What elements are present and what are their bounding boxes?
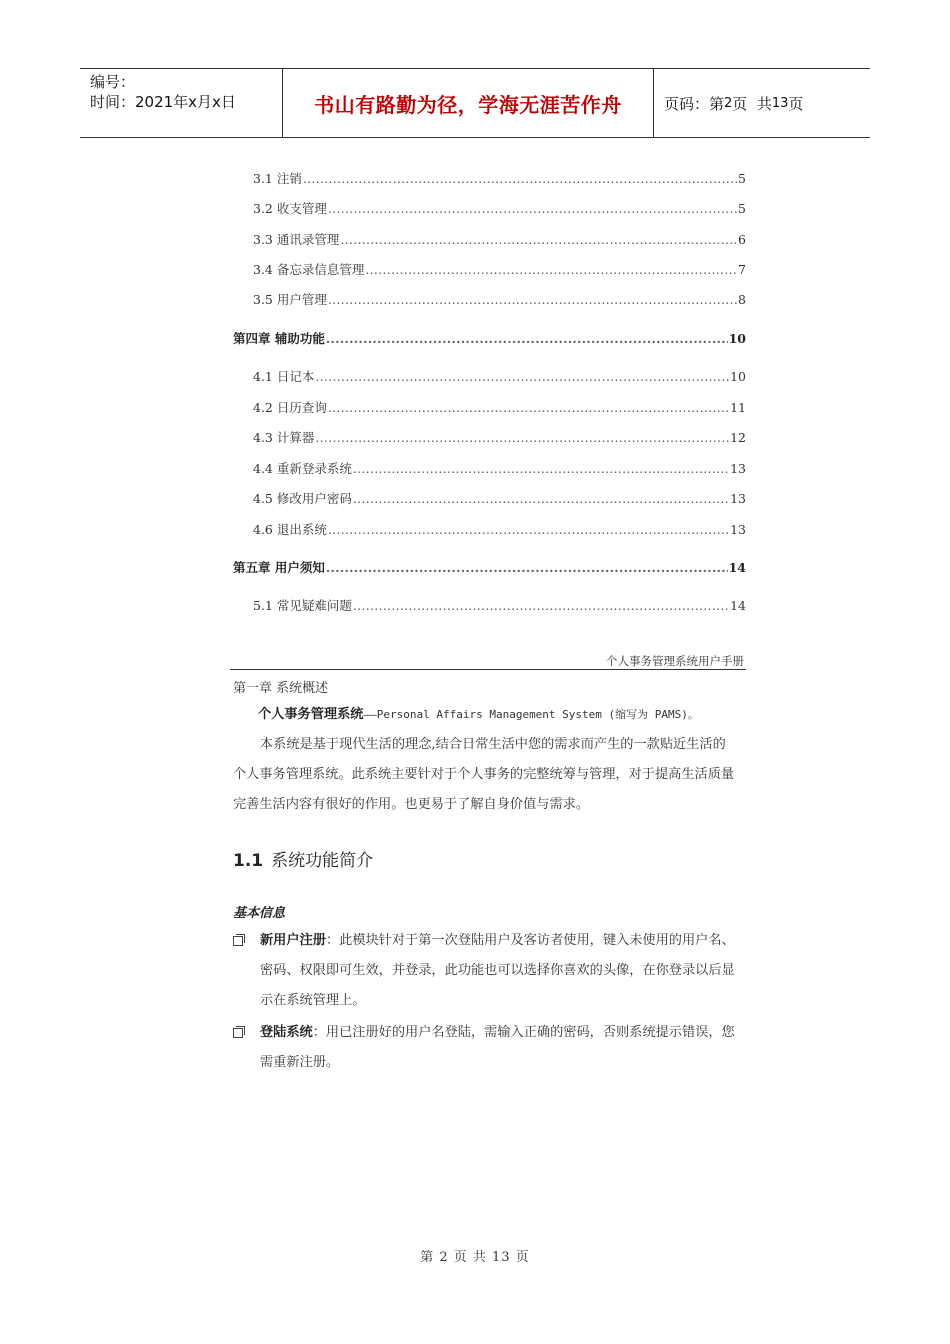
running-header-rule: [230, 669, 746, 670]
toc-label: 3.5 用户管理: [253, 292, 327, 307]
page-total: 13: [771, 95, 789, 111]
system-name: 个人事务管理系统: [258, 707, 364, 722]
toc-page: 7: [738, 262, 746, 277]
section-number: 1.1: [233, 851, 264, 871]
toc-entry[interactable]: [253, 260, 746, 278]
toc-page: 6: [738, 232, 746, 247]
overview-paragraph: [233, 730, 746, 820]
toc-leader: [303, 171, 737, 186]
page-mid: 页 共: [732, 94, 772, 113]
toc-page: 13: [730, 491, 746, 506]
toc-leader: [326, 331, 728, 346]
intro-line: [258, 700, 746, 730]
bullet-item: [233, 1018, 746, 1080]
toc-page: 12: [730, 430, 746, 445]
toc-leader: [326, 560, 728, 575]
toc-page: 5: [738, 171, 746, 186]
toc-entry[interactable]: [253, 290, 746, 308]
toc-entry[interactable]: [253, 428, 746, 446]
section-heading: [233, 846, 373, 871]
toc-leader: [340, 232, 737, 247]
toc-label: 5.1 常见疑难问题: [253, 598, 352, 613]
toc-page: 8: [738, 292, 746, 307]
toc-entry[interactable]: [253, 398, 746, 416]
bullet-title: 登陆系统: [260, 1025, 313, 1040]
toc-leader: [315, 369, 729, 384]
toc-chapter-entry[interactable]: [233, 558, 746, 576]
toc-entry[interactable]: [253, 199, 746, 217]
paragraph-line: 本系统是基于现代生活的理念,结合日常生活中您的需求而产生的一款贴近生活的: [260, 737, 726, 752]
page-footer: 第 2 页 共 13 页: [420, 1250, 530, 1265]
toc-page: 13: [730, 522, 746, 537]
bullet-line: 示在系统管理上。: [260, 993, 366, 1008]
toc-page: 11: [730, 400, 746, 415]
toc-page: 5: [738, 201, 746, 216]
bullet-line: ：此模块针对于第一次登陆用户及客访者使用，键入未使用的用户名、: [325, 933, 735, 948]
toc-page: 13: [730, 461, 746, 476]
bullet-text: [260, 926, 746, 1016]
header-date: 时间：2021年x月x日: [90, 93, 236, 111]
toc-leader: [353, 598, 729, 613]
header-meta: [80, 69, 282, 137]
toc-entry[interactable]: [253, 169, 746, 187]
toc-leader: [328, 522, 729, 537]
paragraph-line: 个人事务管理系统。此系统主要针对于个人事务的完整统筹与管理，对于提高生活质量: [233, 767, 735, 782]
checkbox-bullet-icon: [233, 1028, 243, 1038]
bullet-text: [260, 1018, 746, 1078]
page-current: 2: [724, 95, 733, 111]
toc-leader: [365, 262, 737, 277]
toc-label: 3.1 注销: [253, 171, 302, 186]
page-suffix: 页: [788, 94, 804, 113]
toc-chapter-entry[interactable]: [233, 329, 746, 347]
toc-label: 3.4 备忘录信息管理: [253, 262, 365, 277]
toc-entry[interactable]: [253, 520, 746, 538]
toc-entry[interactable]: [253, 367, 746, 385]
chapter-title: 第一章 系统概述: [233, 681, 329, 696]
toc-label: 4.4 重新登录系统: [253, 461, 352, 476]
toc-page: 14: [728, 560, 746, 575]
toc-label: 4.2 日历查询: [253, 400, 327, 415]
subsection-heading: 基本信息: [233, 906, 286, 921]
section-title: 系统功能简介: [271, 851, 374, 871]
toc-leader: [328, 201, 737, 216]
toc-entry[interactable]: [253, 230, 746, 248]
header-motto: 书山有路勤为径，学海无涯苦作舟: [282, 69, 654, 137]
toc-entry[interactable]: [253, 489, 746, 507]
toc-label: 4.3 计算器: [253, 430, 315, 445]
toc-entry[interactable]: [253, 459, 746, 477]
toc-label: 4.1 日记本: [253, 369, 315, 384]
toc-leader: [328, 400, 729, 415]
toc-label: 4.6 退出系统: [253, 522, 327, 537]
toc-label: 4.5 修改用户密码: [253, 491, 352, 506]
toc-page: 10: [728, 331, 746, 346]
header-number-label: 编号：: [90, 73, 136, 91]
toc-leader: [353, 461, 729, 476]
paragraph-line: 完善生活内容有很好的作用。也更易于了解自身价值与需求。: [233, 797, 590, 812]
toc-label: 3.3 通讯录管理: [253, 232, 340, 247]
page-prefix: 页码：第: [664, 94, 725, 113]
toc-page: 10: [730, 369, 746, 384]
page-header: [80, 68, 870, 138]
toc-leader: [353, 491, 729, 506]
toc-page: 14: [730, 598, 746, 613]
toc-label: 第四章 辅助功能: [233, 331, 325, 346]
toc-leader: [328, 292, 737, 307]
bullet-line: 密码、权限即可生效，并登录，此功能也可以选择你喜欢的头像，在你登录以后显: [260, 963, 735, 978]
bullet-item: [233, 926, 746, 1018]
toc-label: 第五章 用户须知: [233, 560, 325, 575]
checkbox-bullet-icon: [233, 936, 243, 946]
bullet-line: ：用已注册好的用户名登陆，需输入正确的密码，否则系统提示错误，您: [312, 1025, 735, 1040]
toc-label: 3.2 收支管理: [253, 201, 327, 216]
system-name-english: ——Personal Affairs Management System (缩写为 PAMS)。: [363, 708, 699, 721]
header-page-info: [654, 69, 870, 137]
running-header: 个人事务管理系统用户手册: [606, 654, 744, 668]
toc-entry[interactable]: [253, 596, 746, 614]
toc-leader: [315, 430, 729, 445]
bullet-title: 新用户注册: [260, 933, 326, 948]
bullet-line: 需重新注册。: [260, 1055, 340, 1070]
